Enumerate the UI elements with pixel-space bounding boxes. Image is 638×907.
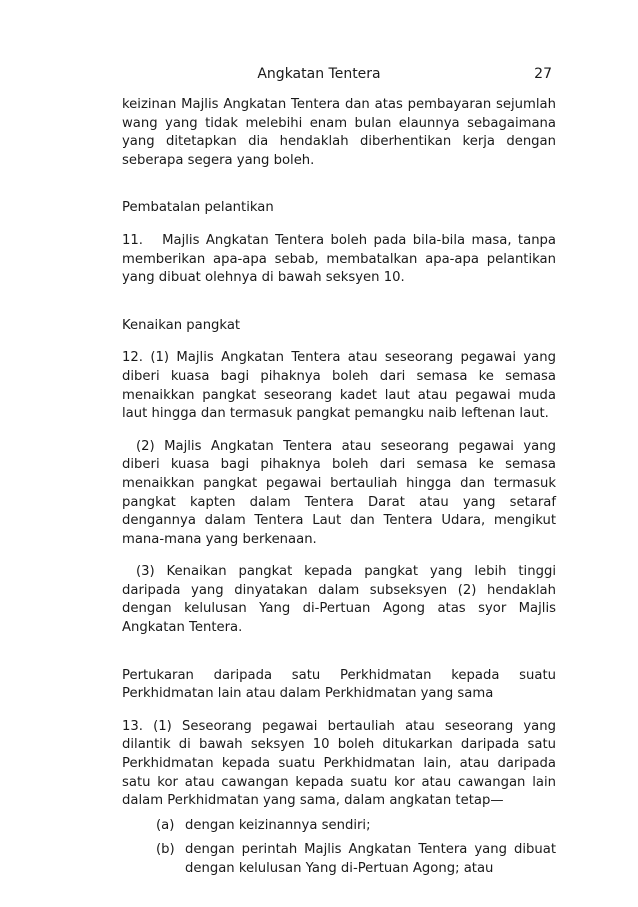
section-12-1: 12. (1) Majlis Angkatan Tentera atau seseorang pegawai yang diberi kuasa bagi pihaknya boleh dari semasa ke semasa menaikkan pangkat seseorang kadet laut atau pegawai muda laut hingga dan termasuk pangkat pemangku naib leftenan laut. [122,350,556,422]
section-heading-pertukaran: Pertukaran daripada satu Perkhidmatan kepada suatu Perkhidmatan lain atau dalam Perkhidmatan yang sama [122,667,556,702]
list-item [122,841,556,878]
page-number: 27 [534,66,552,82]
header-title: Angkatan Tentera [257,66,381,82]
section-12-2: (2) Majlis Angkatan Tentera atau seseorang pegawai yang diberi kuasa bagi pihaknya boleh dari semasa ke semasa menaikkan pangkat pegawai bertauliah hingga dan termasuk pangkat kapten dalam Tentera Darat atau yang setaraf dengannya dalam Tentera Laut dan Tentera Udara, mengikut mana-mana yang berkenaan. [122,438,556,547]
section-heading-pembatalan: Pembatalan pelantikan [122,200,274,216]
list-item-text: dengan perintah Majlis Angkatan Tentera yang dibuat dengan kelulusan Yang di-Pertuan Agong; atau [185,842,556,876]
list-item-label: (b) [156,842,175,858]
list-item-label: (a) [156,817,175,833]
section-13-1: 13. (1) Seseorang pegawai bertauliah atau seseorang yang dilantik di bawah seksyen 10 boleh ditukarkan daripada satu Perkhidmatan kepada suatu Perkhidmatan lain, atau daripada satu kor atau cawangan kepada suatu kor atau cawangan lain dalam Perkhidmatan yang sama, dalam angkatan tetap— [122,718,556,809]
body-text [122,96,561,879]
list-item-text: dengan keizinannya sendiri; [185,817,371,833]
section-11: 11. Majlis Angkatan Tentera boleh pada bila-bila masa, tanpa memberikan apa-apa sebab, membatalkan apa-apa pelantikan yang dibuat olehnya di bawah seksyen 10. [122,232,561,286]
section-heading-kenaikan: Kenaikan pangkat [122,317,241,333]
paragraph-continuation: keizinan Majlis Angkatan Tentera dan atas pembayaran sejumlah wang yang tidak melebihi enam bulan elaunnya sebagaimana yang ditetapkan dia hendaklah diberhentikan kerja dengan seberapa segera yang boleh. [122,97,556,168]
list-item [122,817,556,836]
page-header [0,64,638,84]
section-12-3: (3) Kenaikan pangkat kepada pangkat yang lebih tinggi daripada yang dinyatakan dalam subseksyen (2) hendaklah dengan kelulusan Yang di-Pertuan Agong atas syor Majlis Angkatan Tentera. [122,564,556,636]
